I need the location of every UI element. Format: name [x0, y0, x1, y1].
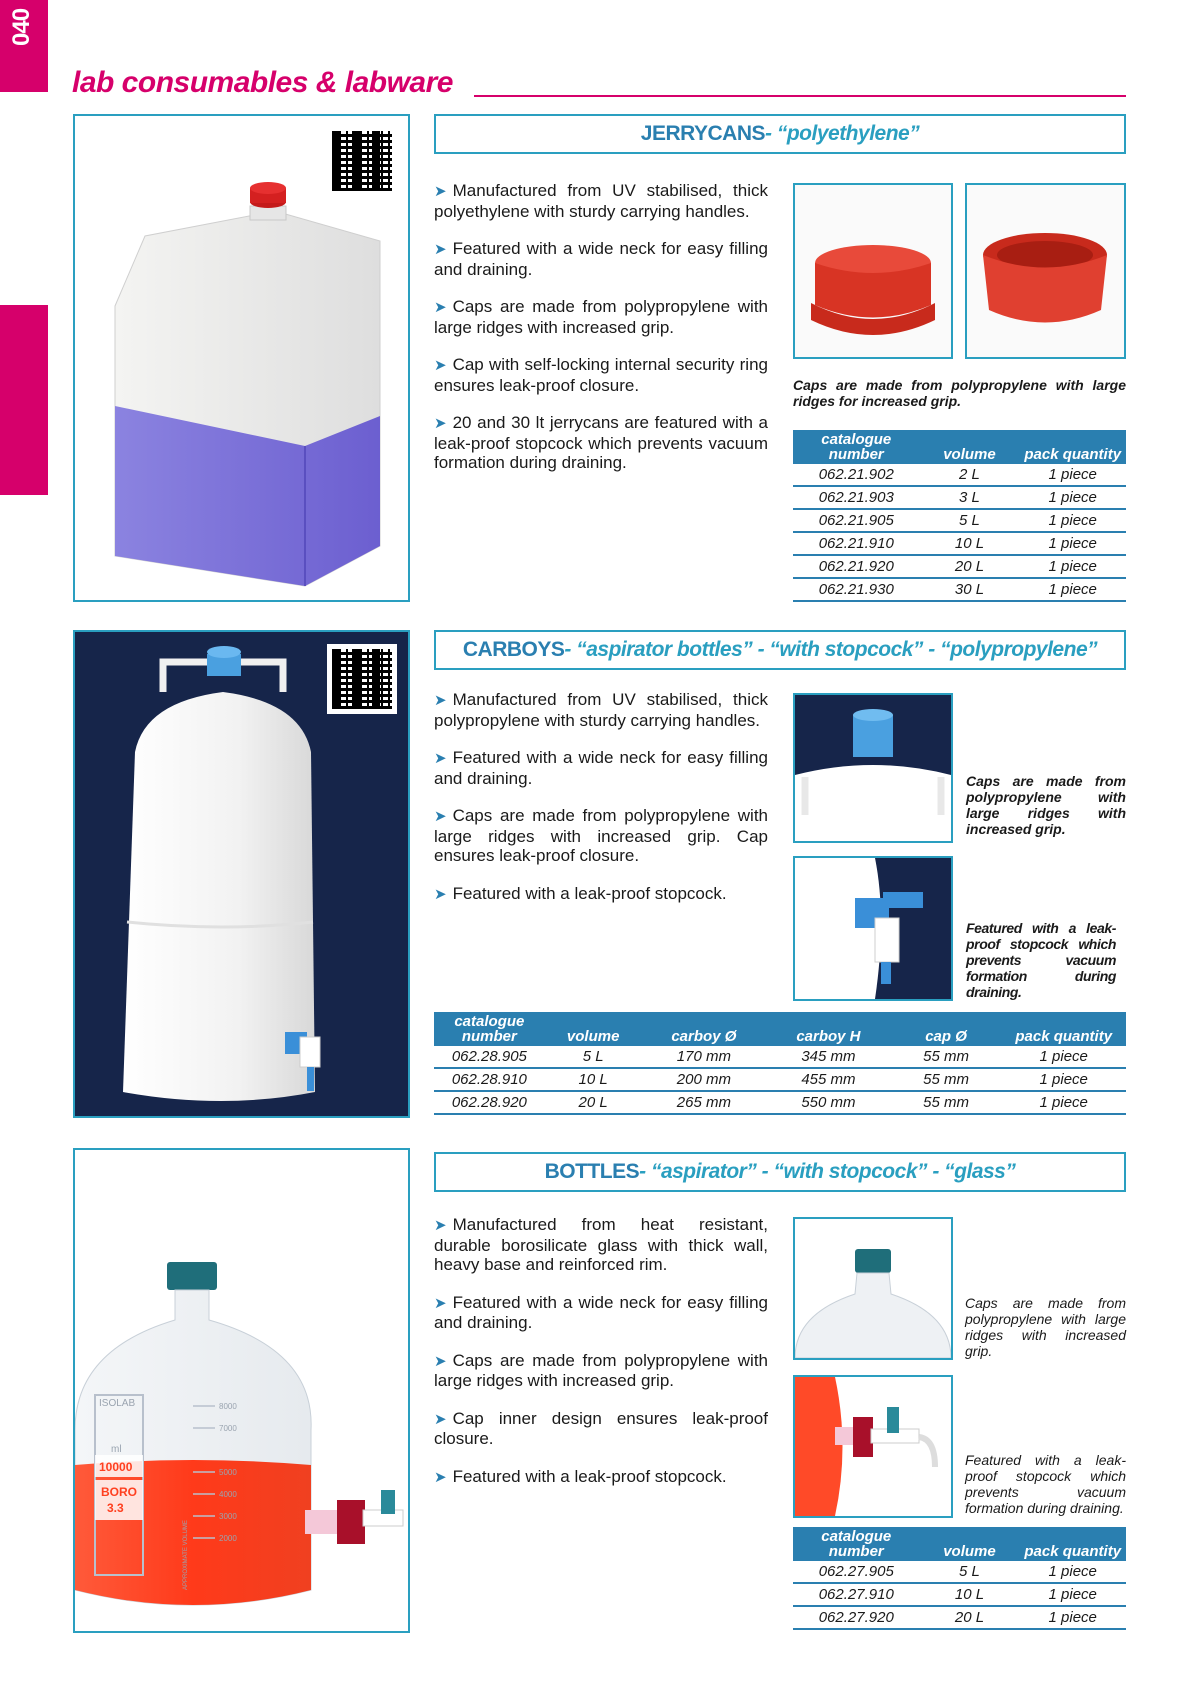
bottle-mark-5000: 5000 — [219, 1468, 237, 1477]
feature-item: ➤ Manufactured from heat resistant, durable borosilicate glass with thick wall, heavy base and reinforced rim. — [434, 1215, 768, 1274]
feature-item: ➤ Featured with a wide neck for easy filling and draining. — [434, 1292, 768, 1332]
bullet-arrow-icon: ➤ — [434, 241, 447, 258]
table-row: 062.21.920 20 L 1 piece — [793, 555, 1126, 578]
table-header: catalogue number — [434, 1012, 545, 1046]
feature-item: ➤ Featured with a leak-proof stopcock. — [434, 883, 727, 903]
bullet-arrow-icon: ➤ — [434, 885, 447, 903]
feature-item: ➤ Featured with a leak-proof stopcock. — [434, 1466, 727, 1486]
bottle-mark-3000: 3000 — [219, 1512, 237, 1521]
table-header: catalogue number — [793, 1527, 920, 1561]
carboy-cap-caption: Caps are made from polypropylene with large ridges with increased grip. — [966, 773, 1126, 837]
table-header: volume — [545, 1012, 642, 1046]
bottle-mark-8000: 8000 — [219, 1402, 237, 1411]
table-header: carboy Ø — [642, 1012, 767, 1046]
bullet-arrow-icon: ➤ — [434, 692, 447, 709]
table-header: volume — [920, 430, 1020, 464]
feature-item: ➤ Caps are made from polypropylene with large ridges with increased grip. — [434, 1350, 768, 1390]
table-header: carboy H — [766, 1012, 891, 1046]
page-number: 040 — [8, 8, 35, 46]
table-row: 062.28.905 5 L 170 mm 345 mm 55 mm 1 piece — [434, 1046, 1126, 1068]
table-header-row — [434, 1012, 1126, 1046]
bullet-arrow-icon: ➤ — [434, 299, 447, 316]
glass-stopcock-photo — [793, 1375, 953, 1518]
carboys-features — [434, 690, 768, 922]
bottles-title-tail: - “aspirator” - “with stopcock” - “glass” — [639, 1160, 1016, 1183]
bottles-title-main: BOTTLES — [544, 1160, 640, 1183]
feature-item: ➤ Featured with a wide neck for easy filling and draining. — [434, 748, 768, 788]
glass-bottle-image — [75, 1150, 408, 1631]
cap-photo-1 — [793, 183, 953, 359]
table-row: 062.28.920 20 L 265 mm 550 mm 55 mm 1 piece — [434, 1091, 1126, 1114]
bullet-arrow-icon: ➤ — [434, 808, 447, 825]
jerrycans-title — [434, 114, 1126, 154]
bottles-table — [793, 1527, 1126, 1630]
bullet-arrow-icon: ➤ — [434, 1294, 447, 1312]
bullet-arrow-icon: ➤ — [434, 1217, 447, 1234]
table-row: 062.21.903 3 L 1 piece — [793, 486, 1126, 509]
bullet-arrow-icon: ➤ — [434, 357, 447, 374]
feature-item: ➤ Cap with self-locking internal security ring ensures leak-proof closure. — [434, 355, 768, 395]
table-row: 062.21.910 10 L 1 piece — [793, 532, 1126, 555]
table-header: pack quantity — [1001, 1012, 1126, 1046]
carboys-title — [434, 630, 1126, 670]
feature-item: ➤ Manufactured from UV stabilised, thick polypropylene with sturdy carrying handles. — [434, 690, 768, 730]
bottle-mark-7000: 7000 — [219, 1424, 237, 1433]
table-row: 062.28.910 10 L 200 mm 455 mm 55 mm 1 piece — [434, 1068, 1126, 1091]
bottle-volume-mark: 10000 — [99, 1460, 133, 1474]
bullet-arrow-icon: ➤ — [434, 183, 447, 200]
side-accent-bar — [0, 305, 48, 495]
feature-item: ➤ Featured with a wide neck for easy filling and draining. — [434, 239, 768, 279]
jerrycans-features — [434, 181, 768, 491]
carboys-title-tail: - “aspirator bottles” - “with stopcock” - “polypropylene” — [564, 638, 1098, 661]
table-row: 062.27.920 20 L 1 piece — [793, 1606, 1126, 1629]
jerrycan-photo — [73, 114, 410, 602]
bottles-title — [434, 1152, 1126, 1192]
bottle-brand-mark: ISOLAB — [99, 1398, 136, 1409]
feature-item: ➤ Manufactured from UV stabilised, thick polyethylene with sturdy carrying handles. — [434, 181, 768, 221]
bullet-arrow-icon: ➤ — [434, 1410, 447, 1428]
bullet-arrow-icon: ➤ — [434, 1352, 447, 1370]
page-header: lab consumables & labware — [72, 66, 453, 99]
table-header: pack quantity — [1019, 1527, 1126, 1561]
bottle-mark-4000: 4000 — [219, 1490, 237, 1499]
table-header: volume — [920, 1527, 1020, 1561]
qr-code-icon — [327, 126, 397, 196]
table-header-row — [793, 1527, 1126, 1561]
glass-cap-caption: Caps are made from polypropylene with large ridges with increased grip. — [965, 1295, 1126, 1359]
qr-code-icon — [327, 644, 397, 714]
feature-item: ➤ Caps are made from polypropylene with large ridges with increased grip. — [434, 297, 768, 337]
feature-item: ➤ Caps are made from polypropylene with large ridges with increased grip. Cap ensures leak-proof closure. — [434, 806, 768, 865]
table-row: 062.21.930 30 L 1 piece — [793, 578, 1126, 601]
carboys-table — [434, 1012, 1126, 1115]
bottle-mark-2000: 2000 — [219, 1534, 237, 1543]
carboy-stopcock-photo — [793, 856, 953, 1001]
cap-photo-2 — [965, 183, 1126, 359]
feature-item: ➤ Cap inner design ensures leak-proof closure. — [434, 1408, 768, 1448]
bottle-glass-mark: BORO — [101, 1485, 137, 1499]
bottle-ml-mark: ml — [111, 1444, 122, 1455]
carboy-stopcock-caption: Featured with a leak-proof stopcock which prevents vacuum formation during draining. — [966, 920, 1116, 1000]
table-header-row — [793, 430, 1126, 464]
bottle-grade-mark: 3.3 — [107, 1501, 124, 1515]
jerrycans-title-main: JERRYCANS — [640, 122, 766, 145]
table-header: cap Ø — [891, 1012, 1002, 1046]
table-row: 062.27.905 5 L 1 piece — [793, 1561, 1126, 1583]
carboy-cap-photo — [793, 693, 953, 843]
table-header: catalogue number — [793, 430, 920, 464]
jerrycans-caption: Caps are made from polypropylene with large ridges for increased grip. — [793, 377, 1126, 409]
glass-bottle-photo — [73, 1148, 410, 1633]
table-row: 062.21.905 5 L 1 piece — [793, 509, 1126, 532]
bullet-arrow-icon: ➤ — [434, 750, 447, 767]
carboys-title-main: CARBOYS — [462, 638, 565, 661]
glass-stopcock-caption: Featured with a leak-proof stopcock which prevents vacuum formation during draining. — [965, 1452, 1126, 1516]
jerrycans-title-tail: - “polyethylene” — [765, 122, 920, 145]
bottle-side-label: APPROXIMATE VOLUME — [183, 1520, 189, 1590]
feature-item: ➤ 20 and 30 lt jerrycans are featured with a leak-proof stopcock which prevents vacuum formation during draining. — [434, 413, 768, 472]
bullet-arrow-icon: ➤ — [434, 415, 447, 432]
bottles-features — [434, 1215, 768, 1505]
page-number-tab — [0, 0, 48, 92]
table-row: 062.27.910 10 L 1 piece — [793, 1583, 1126, 1606]
table-row: 062.21.902 2 L 1 piece — [793, 464, 1126, 486]
header-rule — [474, 95, 1126, 97]
carboy-photo — [73, 630, 410, 1118]
bullet-arrow-icon: ➤ — [434, 1468, 447, 1486]
table-header: pack quantity — [1019, 430, 1126, 464]
glass-cap-photo — [793, 1217, 953, 1360]
jerrycans-table — [793, 430, 1126, 602]
